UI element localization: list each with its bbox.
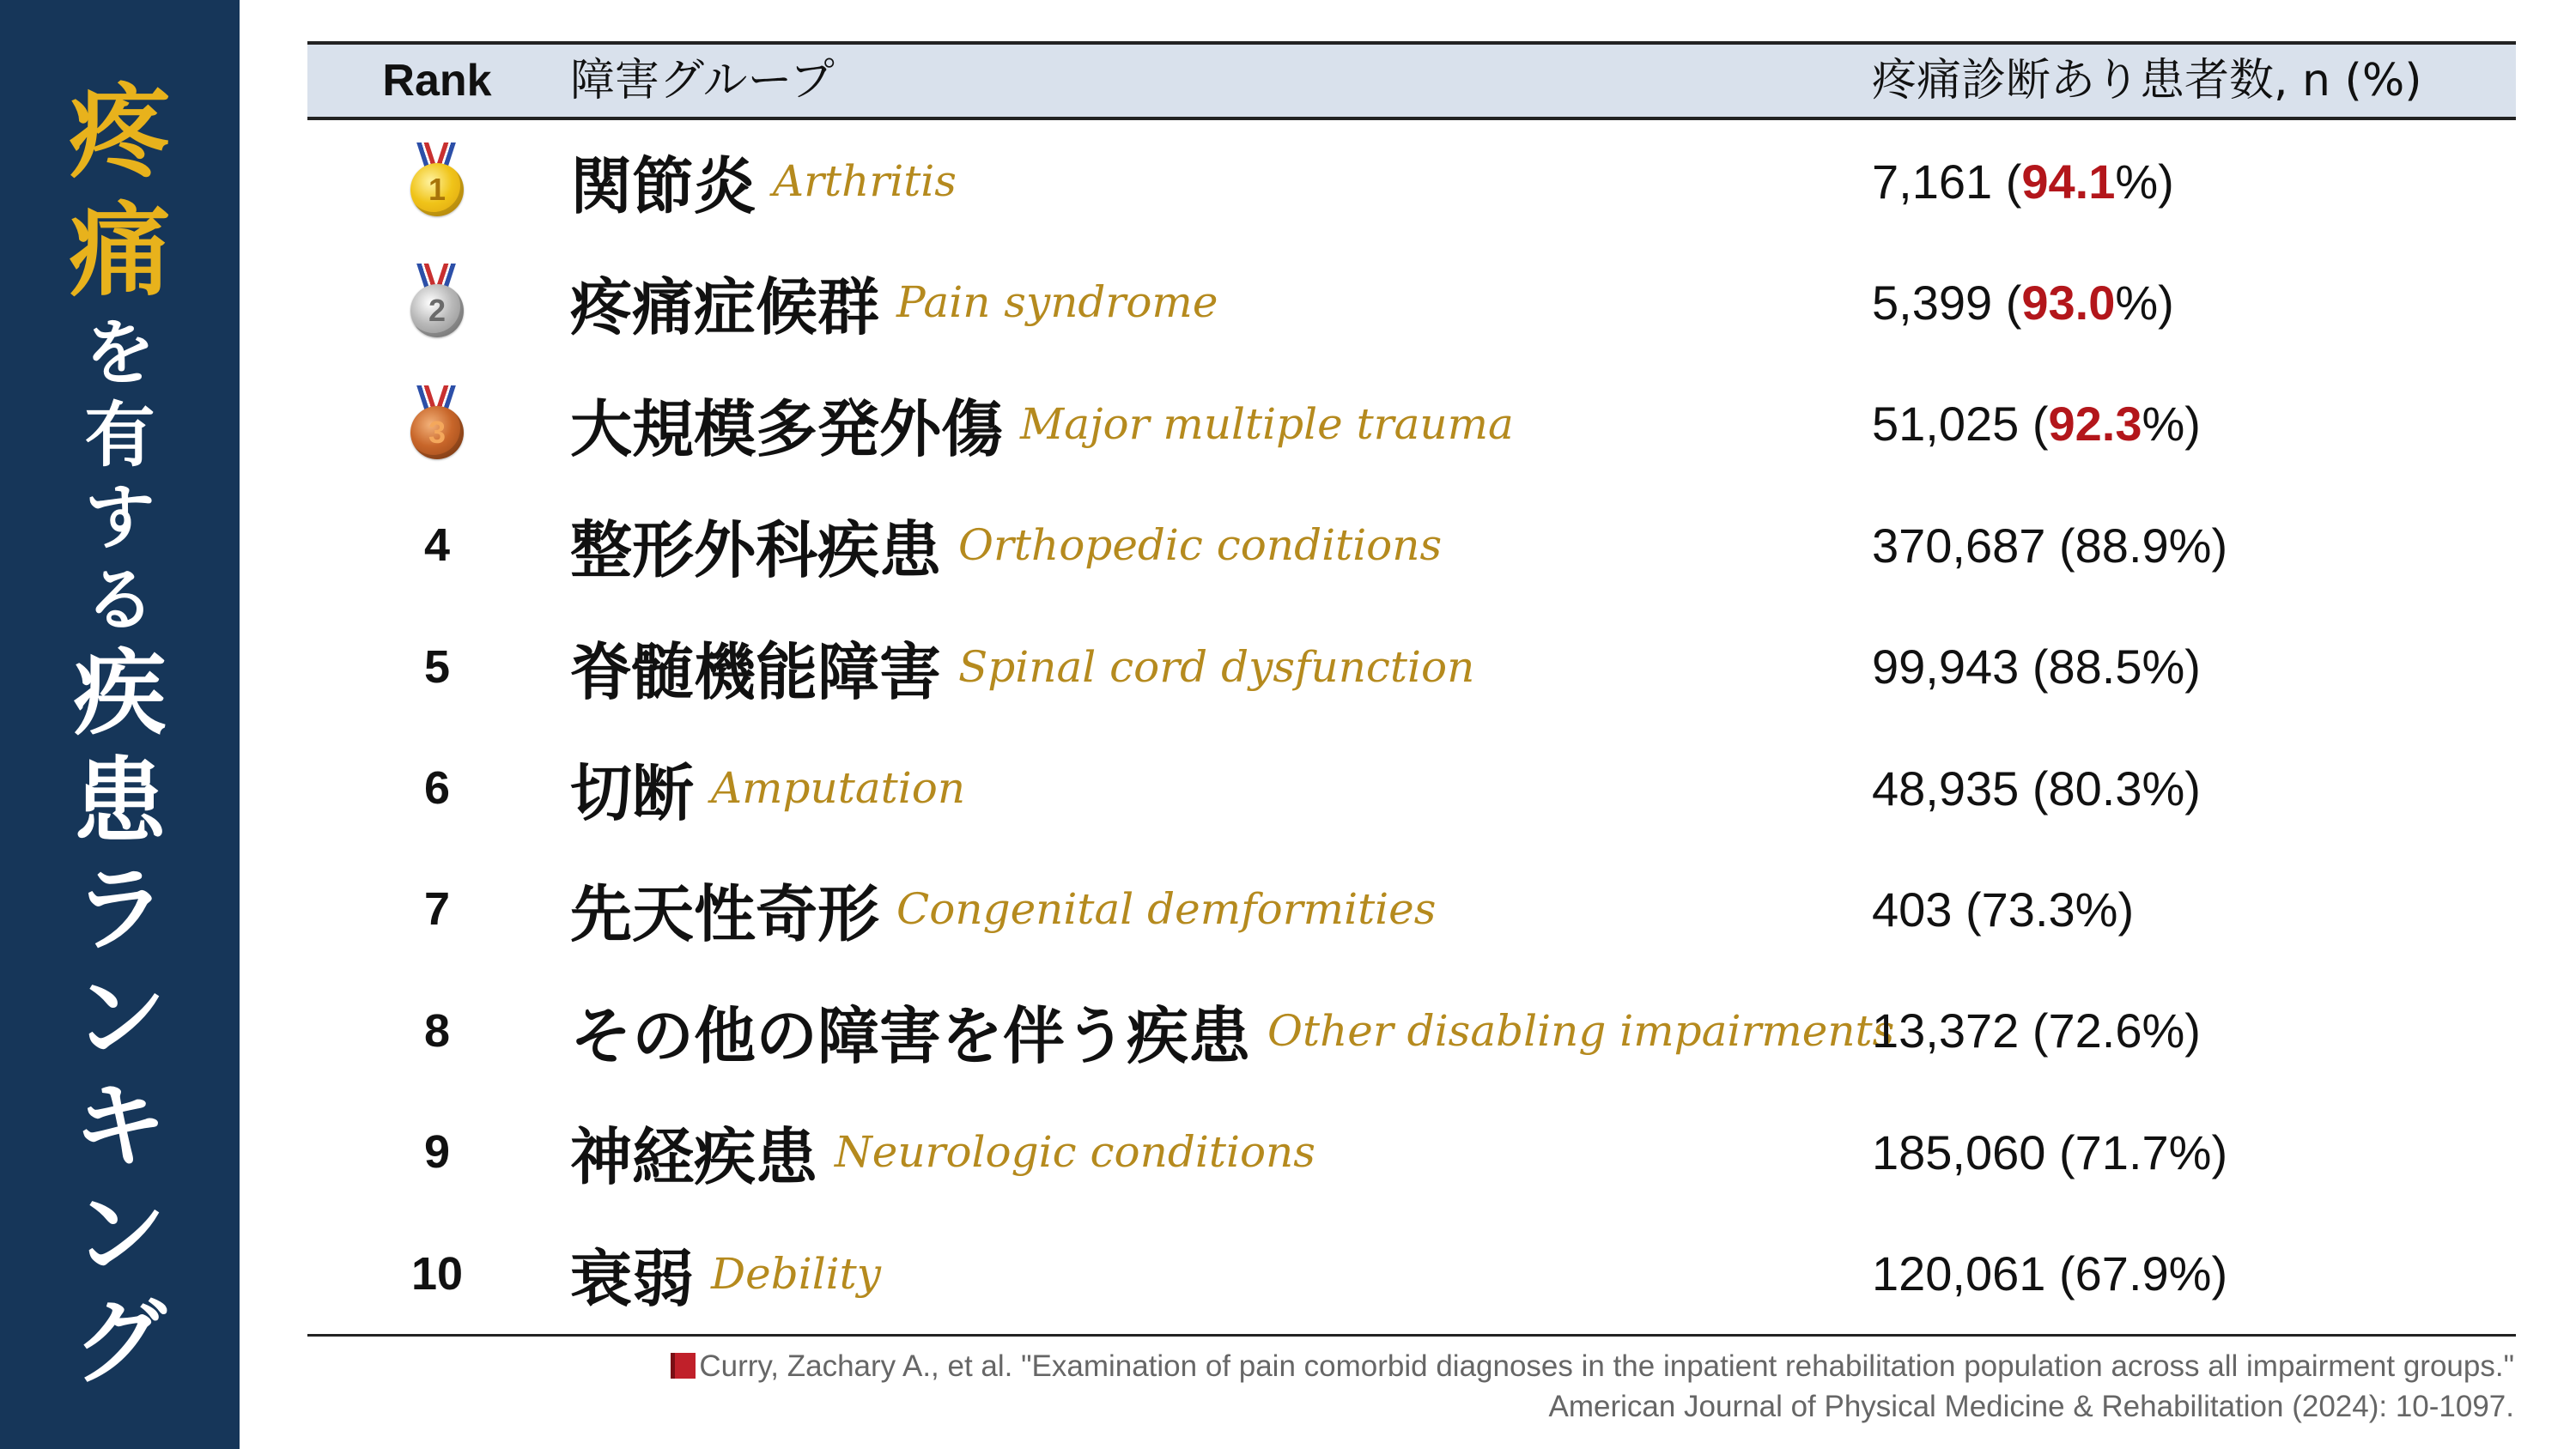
group-cell bbox=[570, 484, 1442, 606]
patient-count: 120,061 bbox=[1872, 1246, 2046, 1301]
count-cell: 99,943 ( 88.5 %) bbox=[1872, 640, 2201, 694]
gold-medal-icon bbox=[409, 142, 465, 220]
bronze-medal-icon bbox=[409, 385, 465, 463]
table-row bbox=[307, 363, 2516, 485]
header-count: 疼痛診断あり患者数, n (%) bbox=[1872, 55, 2422, 106]
sidebar bbox=[0, 0, 240, 1449]
pain-percentage: 71.7 bbox=[2075, 1125, 2169, 1179]
pain-percentage: 67.9 bbox=[2075, 1246, 2169, 1301]
group-name-jp: 先天性奇形 bbox=[570, 878, 880, 951]
group-cell bbox=[570, 606, 1474, 728]
rank-cell bbox=[307, 484, 567, 606]
table-row bbox=[307, 970, 2516, 1092]
group-name-jp: 大規模多発外傷 bbox=[570, 392, 1004, 465]
rank-number: 6 bbox=[423, 762, 451, 814]
count-cell: 48,935 ( 80.3 %) bbox=[1872, 761, 2201, 815]
group-name-jp: その他の障害を伴う疾患 bbox=[570, 999, 1251, 1072]
rank-cell bbox=[307, 363, 567, 485]
group-cell bbox=[570, 241, 1218, 363]
rank-cell bbox=[307, 241, 567, 363]
group-name-jp: 衰弱 bbox=[570, 1242, 695, 1315]
group-name-en: Other disabling impairments bbox=[1267, 1005, 1895, 1056]
title-char: キ bbox=[73, 1073, 167, 1180]
count-cell: 7,161 ( 94.1 %) bbox=[1872, 154, 2174, 209]
count-cell: 13,372 ( 72.6 %) bbox=[1872, 1003, 2201, 1058]
table-row bbox=[307, 727, 2516, 849]
count-cell: 51,025 ( 92.3 %) bbox=[1872, 397, 2201, 452]
table-header bbox=[307, 41, 2516, 120]
title-char: 患 bbox=[73, 749, 167, 856]
rank-number: 7 bbox=[423, 883, 451, 936]
vertical-title bbox=[0, 73, 240, 1405]
group-cell bbox=[570, 1091, 1315, 1213]
rank-cell bbox=[307, 970, 567, 1092]
citation-line2: American Journal of Physical Medicine & Rehabilitation (2024): 10-1097. bbox=[1548, 1390, 2514, 1423]
table-row bbox=[307, 1091, 2516, 1213]
title-char: 有 bbox=[84, 395, 155, 476]
table-row bbox=[307, 848, 2516, 970]
group-name-jp: 関節炎 bbox=[570, 150, 756, 222]
group-cell bbox=[570, 120, 957, 242]
group-name-en: Neurologic conditions bbox=[835, 1127, 1315, 1178]
group-name-en: Arthritis bbox=[773, 156, 957, 206]
pain-percentage: 92.3 bbox=[2048, 397, 2142, 452]
header-rank: Rank bbox=[382, 56, 492, 106]
rank-number: 9 bbox=[423, 1126, 451, 1179]
rank-number: 5 bbox=[423, 640, 451, 693]
pain-percentage: 72.6 bbox=[2048, 1003, 2142, 1058]
citation-line1: Curry, Zachary A., et al. "Examination of pain comorbid diagnoses in the inpatient rehabilitation population across all impairment groups." bbox=[699, 1349, 2514, 1383]
patient-count: 51,025 bbox=[1872, 397, 2020, 452]
group-cell bbox=[570, 970, 1894, 1092]
count-cell: 185,060 ( 71.7 %) bbox=[1872, 1125, 2228, 1179]
patient-count: 185,060 bbox=[1872, 1125, 2046, 1179]
book-icon bbox=[671, 1353, 696, 1379]
table-row bbox=[307, 484, 2516, 606]
title-char: る bbox=[84, 560, 155, 641]
title-char: グ bbox=[73, 1289, 167, 1397]
rank-number: 8 bbox=[423, 1004, 451, 1057]
group-name-en: Debility bbox=[711, 1248, 882, 1299]
header-group: 障害グループ bbox=[570, 55, 835, 106]
group-name-en: Orthopedic conditions bbox=[958, 520, 1443, 571]
group-name-en: Congenital demformities bbox=[896, 884, 1437, 935]
group-name-en: Amputation bbox=[711, 763, 966, 813]
title-char: を bbox=[84, 312, 155, 394]
pain-percentage: 94.1 bbox=[2021, 154, 2116, 209]
title-char: ラ bbox=[73, 857, 167, 964]
group-name-jp: 切断 bbox=[570, 757, 695, 829]
group-name-jp: 疼痛症候群 bbox=[570, 271, 880, 344]
group-name-en: Major multiple trauma bbox=[1020, 398, 1514, 449]
group-name-en: Pain syndrome bbox=[896, 277, 1218, 328]
pain-percentage: 88.9 bbox=[2075, 518, 2169, 573]
title-char: ン bbox=[73, 1181, 167, 1288]
rank-cell bbox=[307, 1213, 567, 1335]
medal-rank-number: 1 bbox=[410, 163, 464, 216]
group-name-jp: 神経疾患 bbox=[570, 1121, 818, 1194]
title-char: 疾 bbox=[73, 640, 167, 748]
count-cell: 403 ( 73.3 %) bbox=[1872, 882, 2135, 937]
title-char: 痛 bbox=[69, 191, 171, 310]
group-cell bbox=[570, 363, 1514, 485]
silver-medal-icon bbox=[409, 264, 465, 341]
rank-cell bbox=[307, 120, 567, 242]
rank-cell bbox=[307, 1091, 567, 1213]
title-char: す bbox=[84, 477, 155, 559]
medal-rank-number: 2 bbox=[410, 284, 464, 337]
group-name-jp: 脊髄機能障害 bbox=[570, 635, 942, 708]
rank-cell bbox=[307, 848, 567, 970]
citation bbox=[671, 1346, 2514, 1427]
patient-count: 48,935 bbox=[1872, 761, 2020, 815]
patient-count: 5,399 bbox=[1872, 275, 1993, 330]
rank-number: 4 bbox=[423, 519, 451, 572]
group-name-en: Spinal cord dysfunction bbox=[958, 641, 1475, 692]
table-row bbox=[307, 120, 2516, 242]
table-row bbox=[307, 241, 2516, 363]
patient-count: 99,943 bbox=[1872, 640, 2020, 694]
patient-count: 370,687 bbox=[1872, 518, 2046, 573]
patient-count: 403 bbox=[1872, 882, 1953, 937]
patient-count: 13,372 bbox=[1872, 1003, 2020, 1058]
count-cell: 120,061 ( 67.9 %) bbox=[1872, 1246, 2228, 1301]
title-char: 疼 bbox=[69, 73, 171, 191]
table-row bbox=[307, 1213, 2516, 1335]
group-cell bbox=[570, 1213, 881, 1335]
pain-percentage: 80.3 bbox=[2048, 761, 2142, 815]
medal-rank-number: 3 bbox=[410, 406, 464, 459]
pain-percentage: 73.3 bbox=[1981, 882, 2075, 937]
pain-percentage: 93.0 bbox=[2021, 275, 2116, 330]
rank-cell bbox=[307, 606, 567, 728]
pain-percentage: 88.5 bbox=[2048, 640, 2142, 694]
count-cell: 370,687 ( 88.9 %) bbox=[1872, 518, 2228, 573]
count-cell: 5,399 ( 93.0 %) bbox=[1872, 275, 2174, 330]
group-cell bbox=[570, 848, 1436, 970]
group-name-jp: 整形外科疾患 bbox=[570, 514, 942, 587]
patient-count: 7,161 bbox=[1872, 154, 1993, 209]
rank-cell bbox=[307, 727, 567, 849]
title-char: ン bbox=[73, 965, 167, 1072]
rank-number: 10 bbox=[410, 1247, 464, 1300]
bottom-rule bbox=[307, 1334, 2516, 1337]
table-row bbox=[307, 606, 2516, 728]
group-cell bbox=[570, 727, 965, 849]
